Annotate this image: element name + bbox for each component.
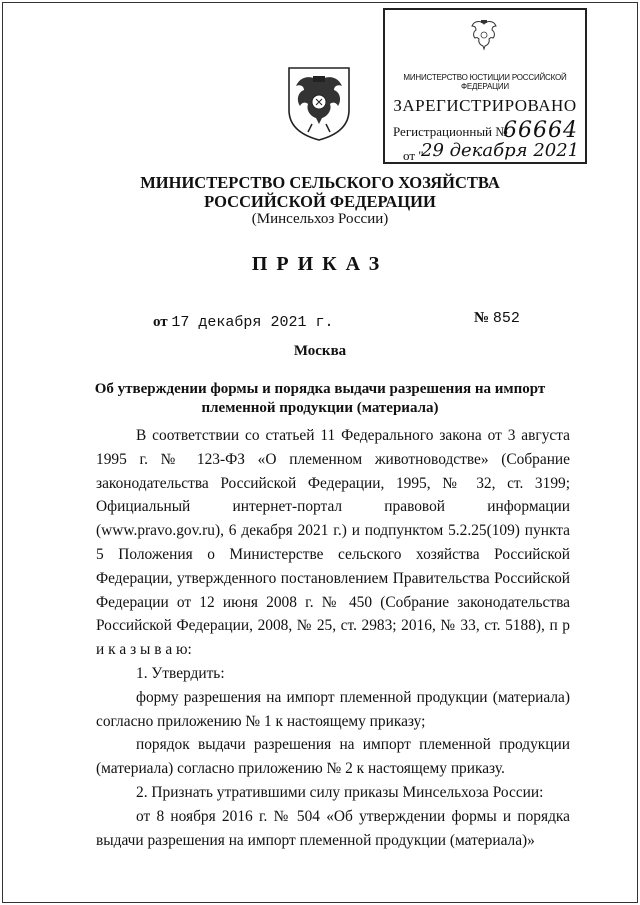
- stamp-date-label: от ": [403, 148, 424, 163]
- stamp-handwritten-date: 29 декабря 2021: [421, 140, 580, 161]
- stamp-reg-label: Регистрационный №: [393, 124, 508, 139]
- order-body: [96, 424, 570, 852]
- ministry-line-1: МИНИСТЕРСТВО СЕЛЬСКОГО ХОЗЯЙСТВА: [140, 173, 500, 192]
- ministry-name: [0, 173, 640, 211]
- order-number: [474, 310, 520, 327]
- stamp-registered: ЗАРЕГИСТРИРОВАНО: [393, 96, 577, 115]
- paragraph-item-1-procedure: порядок выдачи разрешения на импорт племенной продукции (материала) согласно приложению № 2 к настоящему приказу.: [96, 736, 570, 778]
- stamp-reg-number: 66664: [503, 118, 578, 143]
- number-value: 852: [492, 310, 520, 327]
- city: Москва: [293, 343, 347, 359]
- paragraph-item-2: 2. Признать утратившими силу приказы Минсельхоза России:: [136, 783, 544, 801]
- registration-stamp: [383, 8, 587, 164]
- ministry-short-name: (Минсельхоз России): [251, 211, 389, 227]
- date-prefix: от: [153, 314, 168, 330]
- paragraph-item-1-form: форму разрешения на импорт племенной продукции (материала) согласно приложению № 1 к настоящему приказу;: [96, 688, 570, 730]
- ministry-line-2: РОССИЙСКОЙ ФЕДЕРАЦИИ: [204, 192, 436, 211]
- document-type: ПРИКАЗ: [251, 253, 389, 275]
- coat-of-arms-icon: [286, 64, 352, 142]
- stamp-ministry: МИНИСТЕРСТВО ЮСТИЦИИ РОССИЙСКОЙ ФЕДЕРАЦИИ: [403, 73, 567, 91]
- order-date: [153, 314, 333, 331]
- order-title: Об утверждении формы и порядка выдачи разрешения на импорт племенной продукции (материала): [94, 381, 546, 416]
- paragraph-preamble: В соответствии со статьей 11 Федерального закона от 3 августа 1995 г. № 123-ФЗ «О племенном животноводстве» (Собрание законодательства Российской Федерации, 1995, № 32, ст. 3199; Официальный интернет-портал правовой информации (www.pravo.gov.ru), 6 декабря 2021 г.) и подпунктом 5.2.25(109) пункта 5 Положения о Министерстве сельского хозяйства Российской Федерации, утвержденного постановлением Правительства Российской Федерации от 12 июня 2008 г. № 450 (Собрание законодательства Российской Федерации, 2008, № 25, ст. 2983; 2016, № 33, ст. 5188), п р и к а з ы в а ю:: [96, 427, 570, 659]
- paragraph-item-2-order: от 8 ноября 2016 г. № 504 «Об утверждении формы и порядка выдачи разрешения на импорт племенной продукции (материала)»: [96, 807, 570, 849]
- number-prefix: №: [474, 310, 490, 326]
- paragraph-item-1: 1. Утвердить:: [136, 664, 225, 682]
- stamp-eagle-icon: [469, 18, 499, 52]
- date-value: 17 декабря 2021 г.: [171, 314, 334, 331]
